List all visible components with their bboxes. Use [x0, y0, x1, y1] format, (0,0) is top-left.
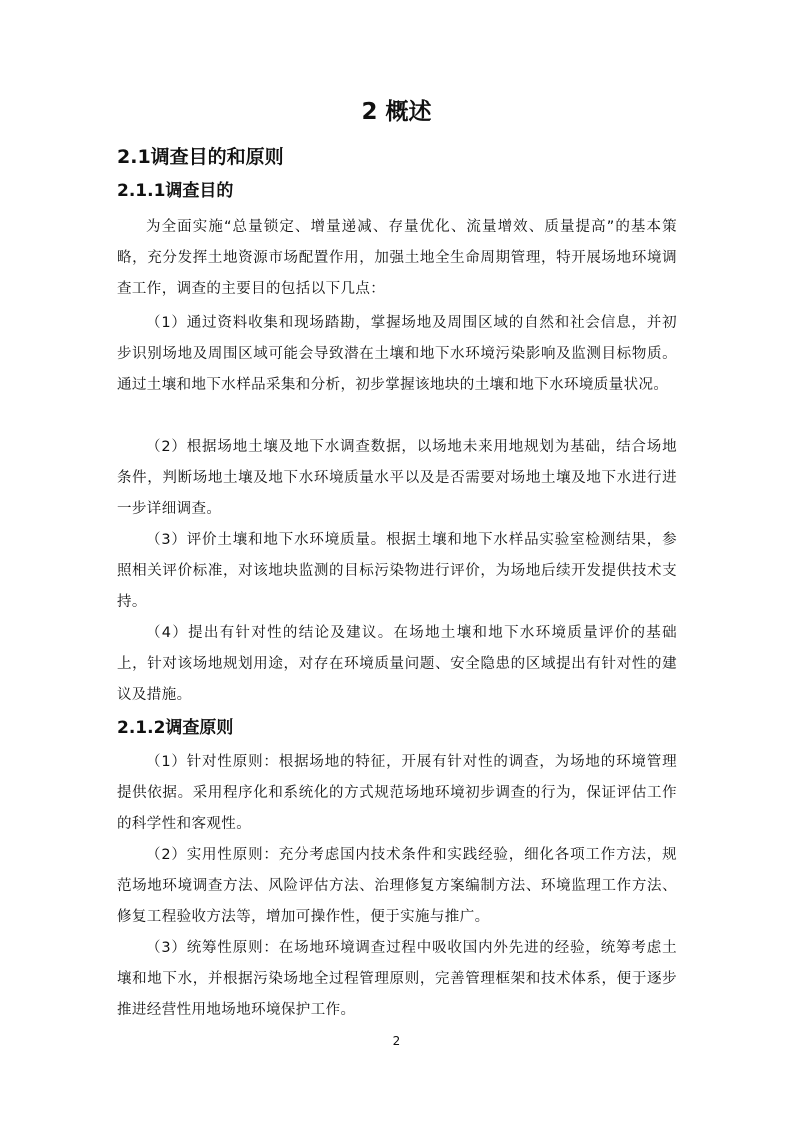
principle-item-3: （3）统筹性原则：在场地环境调查过程中吸收国内外先进的经验，统筹考虑土壤和地下水，并根据污染场地全过程管理原则，完善管理框架和技术体系，便于逐步推进经营性用地场地环境保护工作。	[117, 940, 677, 1018]
purpose-item-1: （1）通过资料收集和现场踏勘，掌握场地及周围区域的自然和社会信息，并初步识别场地及周围区域可能会导致潜在土壤和地下水环境污染影响及监测目标物质。通过土壤和地下水样品采集和分析，初步掌握该地块的土壤和地下水环境质量状况。	[117, 315, 677, 393]
purpose-intro-paragraph: 为全面实施“总量锁定、增量递减、存量优化、流量增效、质量提高”的基本策略，充分发挥土地资源市场配置作用，加强土地全生命周期管理，特开展场地环境调查工作，调查的主要目的包括以下几点：	[117, 219, 677, 297]
purpose-item-3: （3）评价土壤和地下水环境质量。根据土壤和地下水样品实验室检测结果，参照相关评价标准，对该地块监测的目标污染物进行评价，为场地后续开发提供技术支持。	[117, 532, 677, 610]
subsection-heading-2-1-2: 2.1.2调查原则	[117, 718, 234, 738]
purpose-item-4: （4）提出有针对性的结论及建议。在场地土壤和地下水环境质量评价的基础上，针对该场地规划用途，对存在环境质量问题、安全隐患的区域提出有针对性的建议及措施。	[117, 625, 677, 703]
subsection-heading-2-1-1: 2.1.1调查目的	[117, 181, 234, 201]
chapter-title: 2 概述	[361, 99, 432, 125]
purpose-item-2: （2）根据场地土壤及地下水调查数据，以场地未来用地规划为基础，结合场地条件，判断场地土壤及地下水环境质量水平以及是否需要对场地土壤及地下水进行进一步详细调查。	[117, 439, 677, 517]
principle-item-1: （1）针对性原则：根据场地的特征，开展有针对性的调查，为场地的环境管理提供依据。采用程序化和系统化的方式规范场地环境初步调查的行为，保证评估工作的科学性和客观性。	[117, 754, 677, 832]
section-heading-2-1: 2.1调查目的和原则	[117, 146, 284, 168]
page-number: 2	[392, 1034, 401, 1048]
principle-item-2: （2）实用性原则：充分考虑国内技术条件和实践经验，细化各项工作方法，规范场地环境调查方法、风险评估方法、治理修复方案编制方法、环境监理工作方法、修复工程验收方法等，增加可操作性，便于实施与推广。	[117, 847, 677, 925]
